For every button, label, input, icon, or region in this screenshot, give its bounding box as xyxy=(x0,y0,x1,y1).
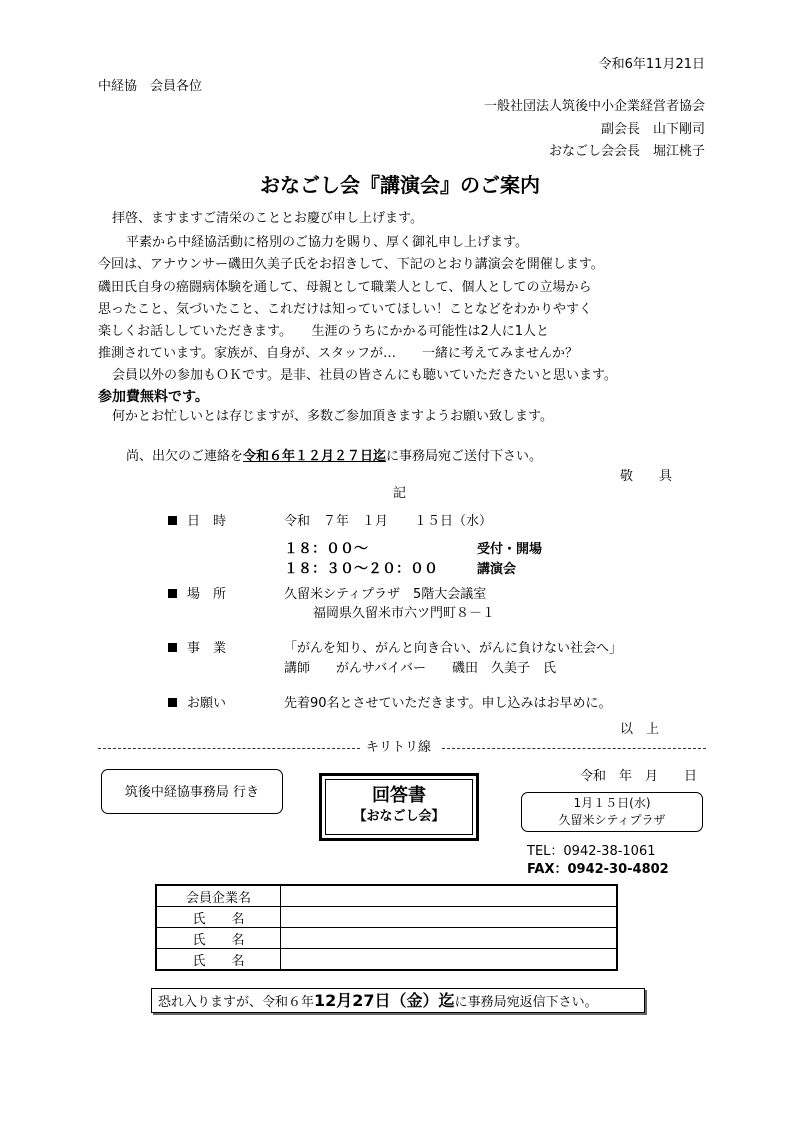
table-row xyxy=(156,907,617,928)
free-note: 参加費無料です。 xyxy=(98,389,209,405)
bullet-square-icon xyxy=(168,698,177,707)
place: 久留米シティプラザ 5階大会議室 xyxy=(284,587,487,602)
sender-vice-president: 副会長 山下剛司 xyxy=(600,122,705,137)
table-row xyxy=(156,885,617,907)
closing-keigu: 敬 具 xyxy=(620,469,673,484)
name-label: 氏 名 xyxy=(156,928,281,949)
time-lecture-label: 講演会 xyxy=(477,562,517,577)
bullet-square-icon xyxy=(168,643,177,652)
sender-club-president: おなごし会会長 堀江桃子 xyxy=(548,144,705,159)
table-row xyxy=(156,949,617,971)
speaker: 講師 がんサバイバー 磯田 久美子 氏 xyxy=(284,661,556,676)
body-line: 拝啓、ますますご清栄のこととお慶び申し上げます。 xyxy=(112,211,423,226)
reply-footer-c: に事務局宛返信下さい。 xyxy=(454,995,598,1010)
cut-line-right xyxy=(442,748,706,749)
bullet-square-icon xyxy=(168,516,177,525)
event-date: 令和 ７年 １月 １５日（水） xyxy=(284,514,493,529)
time-open-label: 受付・開場 xyxy=(477,542,543,557)
tel-number: TEL：0942-38-1061 xyxy=(527,844,656,859)
table-row xyxy=(156,928,617,949)
theme: 「がんを知り、がんと向き合い、がんに負けない社会へ」 xyxy=(284,641,623,656)
name-field[interactable] xyxy=(281,949,618,971)
datetime-label: 日 時 xyxy=(168,515,226,528)
reply-date-blank: 令和 年 月 日 xyxy=(580,769,698,784)
reply-title: 回答書 xyxy=(372,785,426,806)
closing-ijou: 以 上 xyxy=(620,722,660,737)
reply-footer-date: 12月27日（金）迄 xyxy=(314,991,455,1010)
project-label: 事 業 xyxy=(168,642,226,655)
answer-table xyxy=(155,884,618,971)
reply-subtitle: 【おなごし会】 xyxy=(353,809,445,824)
deadline-line xyxy=(126,450,542,463)
name-field[interactable] xyxy=(281,907,618,928)
page-title: おなごし会『講演会』のご案内 xyxy=(260,173,540,197)
company-name-label: 会員企業名 xyxy=(156,885,281,907)
addressee: 中経協 会員各位 xyxy=(98,79,203,94)
reply-footer-a: 恐れ入りますが、令和６年 xyxy=(158,995,315,1010)
deadline-date: 令和６年１２月２７日迄 xyxy=(243,449,387,464)
time-open: １８：００～ xyxy=(284,541,368,557)
request-line: 何かとお忙しいとは存じますが、多数ご参加頂きますようお願い致します。 xyxy=(112,409,553,424)
body-line: 思ったこと、気づいたこと、これだけは知っていてほしい！ことなどをわかりやすく xyxy=(98,302,593,317)
place-label: 場 所 xyxy=(168,588,226,601)
deadline-prefix: 尚、出欠のご連絡を xyxy=(126,449,244,464)
bullet-square-icon xyxy=(168,589,177,598)
name-label: 氏 名 xyxy=(156,949,281,971)
body-line: 今回は、アナウンサー磯田久美子氏をお招きして、下記のとおり講演会を開催します。 xyxy=(98,257,604,272)
request-label: お願い xyxy=(168,697,226,710)
fax-number: FAX：0942-30-4802 xyxy=(527,862,669,877)
name-label: 氏 名 xyxy=(156,907,281,928)
body-line: 推測されています。家族が、自身が、スタッフが… 一緒に考えてみませんか？ xyxy=(98,346,578,361)
sender-org: 一般社団法人筑後中小企業経営者協会 xyxy=(483,99,705,114)
body-line: 磯田氏自身の癌闘病体験を通して、母親として職業人として、個人としての立場から xyxy=(98,280,592,295)
name-field[interactable] xyxy=(281,928,618,949)
time-lecture: １８：３０～２０：００ xyxy=(284,561,438,577)
reply-to: 筑後中経協事務局 行き xyxy=(124,785,260,800)
request-text: 先着90名とさせていただきます。申し込みはお早めに。 xyxy=(284,696,612,711)
issue-date: 令和6年11月21日 xyxy=(598,57,705,72)
ki-heading: 記 xyxy=(393,486,407,501)
deadline-suffix: に事務局宛ご送付下さい。 xyxy=(386,449,543,464)
cut-line-left xyxy=(98,748,360,749)
body-line: 会員以外の参加もＯＫです。是非、社員の皆さんにも聴いていただきたいと思います。 xyxy=(112,368,617,383)
event-info-place: 久留米シティプラザ xyxy=(558,813,666,827)
reply-footer xyxy=(158,993,598,1009)
cut-line-label: キリトリ線 xyxy=(366,740,432,755)
company-name-field[interactable] xyxy=(281,885,618,907)
body-line: 楽しくお話ししていただきます。 生涯のうちにかかる可能性は2人に1人と xyxy=(98,324,550,339)
address: 福岡県久留米市六ツ門町８－１ xyxy=(313,606,496,621)
body-line: 平素から中経協活動に格別のご協力を賜り、厚く御礼申し上げます。 xyxy=(126,235,528,250)
event-info-date: 1月１５日(水) xyxy=(573,796,651,810)
